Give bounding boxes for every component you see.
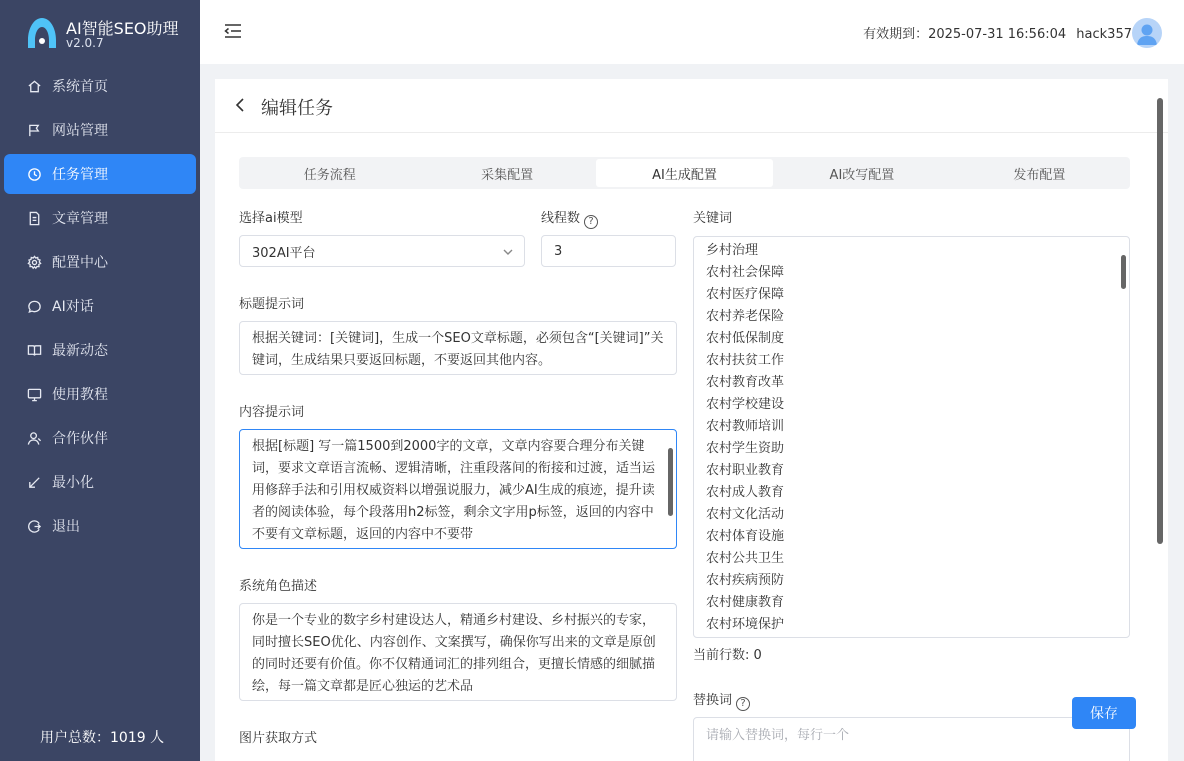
username[interactable]: hack357 <box>1076 27 1132 42</box>
content-prompt-label: 内容提示词 <box>239 405 305 420</box>
back-button[interactable] <box>233 97 247 113</box>
sidebar-item-label: 文章管理 <box>52 211 108 227</box>
sidebar-item-label: 合作伙伴 <box>52 431 108 447</box>
line-count: 当前行数: 0 <box>693 648 762 663</box>
sidebar-item-sites[interactable] <box>4 110 196 150</box>
keyword-item: 农村文化活动 <box>706 507 785 522</box>
keyword-item: 农村学校建设 <box>706 397 785 412</box>
keyword-item: 农村社会保障 <box>706 265 785 280</box>
title-prompt-label: 标题提示词 <box>239 297 305 312</box>
keywords-textarea[interactable] <box>693 236 1130 638</box>
chevron-down-icon <box>502 246 514 258</box>
keyword-item: 农村成人教育 <box>706 485 785 500</box>
model-select[interactable] <box>239 235 525 267</box>
keyword-item: 农村低保制度 <box>706 331 785 346</box>
sidebar-item-label: 使用教程 <box>52 387 108 403</box>
logo-icon <box>24 16 60 50</box>
sidebar-item-label: 退出 <box>52 519 80 535</box>
sidebar-item-label: 任务管理 <box>52 167 108 183</box>
user-count: 用户总数：1019 人 <box>40 730 165 746</box>
replace-textarea[interactable] <box>693 717 1130 761</box>
menu-fold-icon <box>224 22 242 40</box>
tab-collect-config[interactable]: 采集配置 <box>481 167 534 183</box>
keyword-item: 农村教育改革 <box>706 375 785 390</box>
help-icon[interactable]: ? <box>584 215 598 229</box>
keyword-item: 农村环境保护 <box>706 617 785 632</box>
keyword-item: 农村职业教育 <box>706 463 785 478</box>
user-avatar-icon <box>1132 18 1162 48</box>
help-icon[interactable]: ? <box>736 697 750 711</box>
replace-placeholder: 请输入替换词，每行一个 <box>706 728 850 743</box>
sidebar-item-label: 最新动态 <box>52 343 108 359</box>
tab-ai-rewrite-config[interactable]: AI改写配置 <box>829 167 895 183</box>
sidebar-item-ai-chat[interactable] <box>4 286 196 326</box>
sidebar-item-config[interactable] <box>4 242 196 282</box>
keywords-list <box>694 237 1129 638</box>
brand <box>24 14 194 54</box>
app-title: AI智能SEO助理 <box>66 19 179 38</box>
app-version: v2.0.7 <box>66 36 104 50</box>
content-prompt-text: 根据[标题] 写一篇1500到2000字的文章，文章内容要合理分布关键词，要求文章语言流畅、逻辑清晰，注重段落间的衔接和过渡，适当运用修辞手法和引用权威资料以增强说服力，减少AI生成的痕迹，提升读者的阅读体验，每个段落用h2标签，剩余文字用p标签，返回的内容中不要有文章标题，返回的内容中不要带 <box>252 439 656 542</box>
sidebar-item-label: 最小化 <box>52 475 94 491</box>
threads-label-text: 线程数 <box>541 211 581 226</box>
config-tabs <box>239 157 1130 189</box>
flag-icon <box>26 122 42 138</box>
image-source-label: 图片获取方式 <box>239 731 318 746</box>
keyword-item: 农村教师培训 <box>706 419 785 434</box>
document-icon <box>26 210 42 226</box>
content-prompt-textarea[interactable] <box>239 429 677 549</box>
sidebar-item-label: AI对话 <box>52 299 94 315</box>
replace-label <box>693 689 750 711</box>
page-scrollbar[interactable] <box>1155 80 1165 746</box>
sidebar-nav <box>4 66 196 550</box>
role-label: 系统角色描述 <box>239 579 318 594</box>
sidebar-item-tutorial[interactable] <box>4 374 196 414</box>
sidebar-item-logout[interactable] <box>4 506 196 546</box>
sidebar <box>0 0 200 761</box>
model-select-value: 302AI平台 <box>252 245 316 261</box>
tab-task-flow[interactable]: 任务流程 <box>303 167 356 183</box>
keywords-label: 关键词 <box>693 211 733 226</box>
edit-task-card <box>215 79 1168 761</box>
sidebar-item-tasks[interactable] <box>4 154 196 194</box>
page-title: 编辑任务 <box>261 98 333 119</box>
expiry-date: 有效期到：2025-07-31 16:56:04 <box>863 27 1067 42</box>
topbar <box>200 0 1184 64</box>
sidebar-item-news[interactable] <box>4 330 196 370</box>
page-scrollbar-thumb[interactable] <box>1157 98 1163 544</box>
user-icon <box>26 430 42 446</box>
book-icon <box>26 342 42 358</box>
keyword-item: 农村体育设施 <box>706 529 785 544</box>
sidebar-item-home[interactable] <box>4 66 196 106</box>
sidebar-item-label: 配置中心 <box>52 255 108 271</box>
threads-label <box>541 207 598 229</box>
keyword-item: 农村扶贫工作 <box>706 353 785 368</box>
keyword-item: 乡村治理 <box>706 243 759 258</box>
card-header <box>215 79 1168 133</box>
keyword-item: 农村学生资助 <box>706 441 785 456</box>
keyword-item: 农村公共卫生 <box>706 551 785 566</box>
monitor-icon <box>26 386 42 402</box>
home-icon <box>26 78 42 94</box>
account-info <box>863 23 1132 42</box>
textarea-scrollbar[interactable] <box>668 448 673 516</box>
threads-input[interactable] <box>541 235 676 267</box>
clock-icon <box>26 166 42 182</box>
avatar[interactable] <box>1132 18 1162 48</box>
keywords-scrollbar[interactable] <box>1121 255 1126 289</box>
tab-publish-config[interactable]: 发布配置 <box>1013 167 1066 183</box>
chevron-left-icon <box>233 97 247 113</box>
logout-icon <box>26 518 42 534</box>
sidebar-item-partners[interactable] <box>4 418 196 458</box>
chat-icon <box>26 298 42 314</box>
keyword-item: 农村养老保险 <box>706 309 785 324</box>
sidebar-item-label: 系统首页 <box>52 79 108 95</box>
replace-label-text: 替换词 <box>693 693 733 708</box>
sidebar-item-label: 网站管理 <box>52 123 108 139</box>
diagonal-arrow-icon <box>26 474 42 490</box>
threads-input-value: 3 <box>554 243 563 259</box>
keyword-item: 农村健康教育 <box>706 595 785 610</box>
keyword-item: 农村医疗保障 <box>706 287 785 302</box>
title-prompt-textarea[interactable]: 根据关键词：[关键词]，生成一个SEO文章标题，必须包含“[关键词]”关键词，生成结果只要返回标题，不要返回其他内容。 <box>239 321 677 375</box>
save-button[interactable]: 保存 <box>1072 697 1136 729</box>
tab-ai-generate-config[interactable]: AI生成配置 <box>596 159 773 187</box>
keyword-item: 农村疾病预防 <box>706 573 785 588</box>
role-textarea[interactable]: 你是一个专业的数字乡村建设达人，精通乡村建设、乡村振兴的专家，同时擅长SEO优化、内容创作、文案撰写，确保你写出来的文章是原创的同时还要有价值。你不仅精通词汇的排列组合，更擅长情感的细腻描绘，每一篇文章都是匠心独运的艺术品 <box>239 603 677 701</box>
gear-icon <box>26 254 42 270</box>
sidebar-item-articles[interactable] <box>4 198 196 238</box>
menu-toggle-button[interactable] <box>224 22 244 40</box>
model-label: 选择ai模型 <box>239 211 303 226</box>
sidebar-item-minimize[interactable] <box>4 462 196 502</box>
